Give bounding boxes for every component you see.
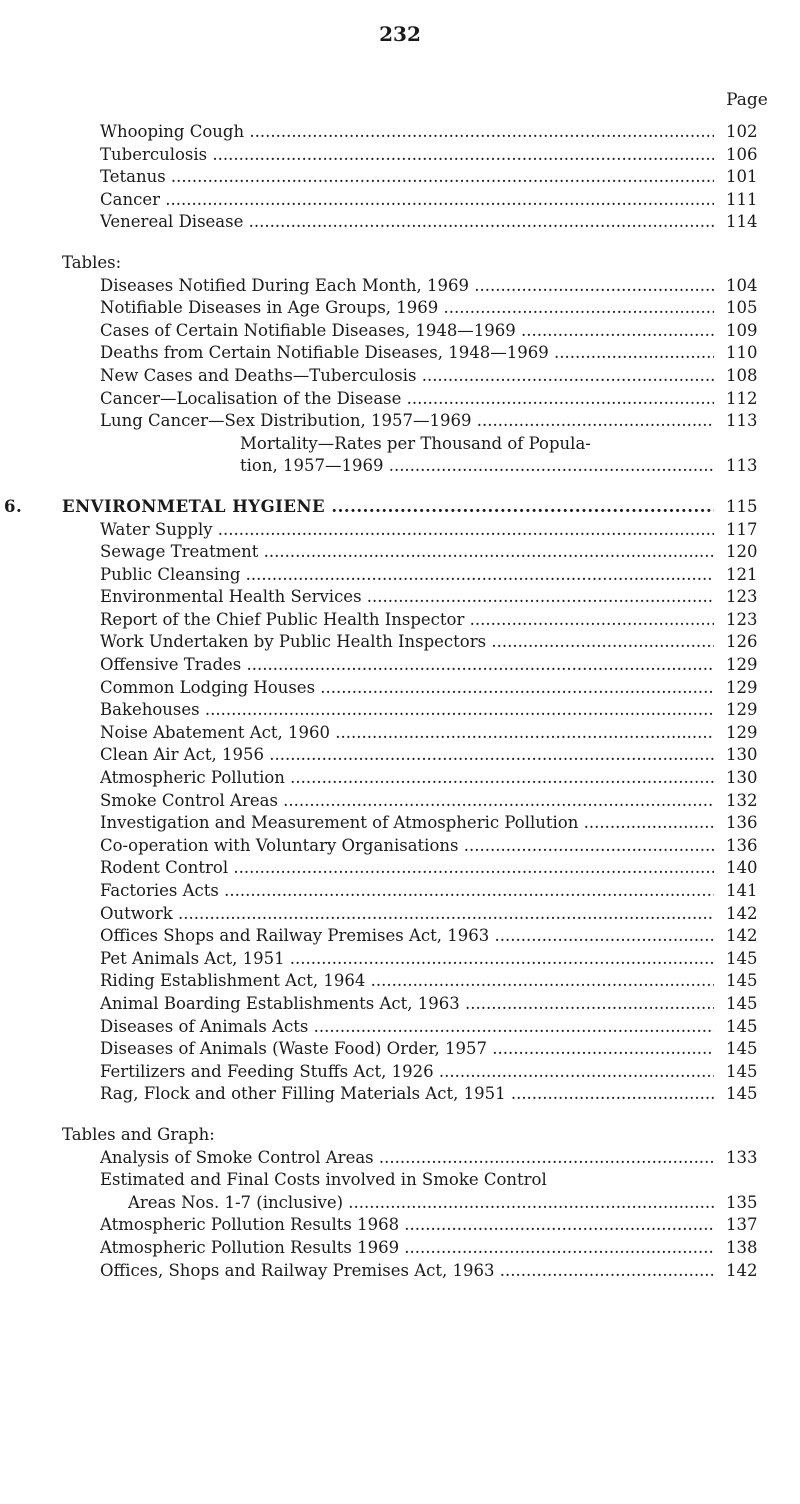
toc-entry	[0, 276, 800, 299]
toc-entry-title: Report of the Chief Public Health Inspector .....	[100, 610, 714, 629]
toc-entry-title: Atmospheric Pollution Results 1969 .....	[100, 1238, 714, 1257]
toc-entry-title: Smoke Control Areas .....	[100, 791, 714, 810]
toc-entry-page: 141	[720, 881, 786, 900]
toc-entry-page: 145	[720, 1017, 786, 1036]
toc-entry-title: Offices, Shops and Railway Premises Act, 1963 .....	[100, 1261, 714, 1280]
toc-entry	[0, 994, 800, 1017]
toc-entry-title: Common Lodging Houses .....	[100, 678, 714, 697]
toc-entry-title: Rag, Flock and other Filling Materials Act, 1951 .....	[100, 1084, 714, 1103]
toc-entry	[0, 122, 800, 145]
page-column-label: Page	[726, 90, 768, 110]
toc-entry-page: 145	[720, 994, 786, 1013]
section-title: ENVIRONMETAL HYGIENE	[62, 496, 326, 516]
toc-entry-page: 136	[720, 836, 786, 855]
toc-entry-page: 113	[720, 411, 786, 430]
toc-entry-page: 120	[720, 542, 786, 561]
toc-entry	[0, 1148, 800, 1171]
tables-heading-label: Tables:	[62, 252, 122, 272]
toc-entry	[0, 167, 800, 190]
toc-entry-page: 106	[720, 145, 786, 164]
toc-entry	[0, 389, 800, 412]
toc-entry	[0, 768, 800, 791]
toc-entry	[0, 678, 800, 701]
toc-entry	[0, 1261, 800, 1284]
toc-entry-title: Areas Nos. 1-7 (inclusive) .....	[128, 1193, 714, 1212]
toc-entry-page: 129	[720, 723, 786, 742]
toc-entry	[0, 881, 800, 904]
toc-entry	[0, 926, 800, 949]
toc-entry-title: Outwork .....	[100, 904, 714, 923]
toc-entry-page: 140	[720, 858, 786, 877]
toc-entry	[0, 343, 800, 366]
toc-entry-page: 138	[720, 1238, 786, 1257]
toc-entry-page: 102	[720, 122, 786, 141]
toc-entry-title: Cancer .....	[100, 190, 714, 209]
toc-entry-title: Work Undertaken by Public Health Inspectors .....	[100, 632, 714, 651]
toc-entry-page: 111	[720, 190, 786, 209]
tables-graph-heading	[0, 1125, 800, 1148]
toc-entry-page: 130	[720, 745, 786, 764]
toc-entry-title: Pet Animals Act, 1951 .....	[100, 949, 714, 968]
toc-entry	[0, 723, 800, 746]
section-page: 115	[720, 497, 786, 516]
toc-entry-page: 130	[720, 768, 786, 787]
toc-entry-title: Fertilizers and Feeding Stuffs Act, 1926 .....	[100, 1062, 714, 1081]
toc-entry-page: 142	[720, 1261, 786, 1280]
toc-entry-page: 142	[720, 926, 786, 945]
toc-entry-title: Offices Shops and Railway Premises Act, 1963 .....	[100, 926, 714, 945]
toc-entry	[0, 700, 800, 723]
toc-entry-title: Diseases of Animals Acts .....	[100, 1017, 714, 1036]
toc-entry	[0, 145, 800, 168]
toc-entry-title: Atmospheric Pollution .....	[100, 768, 714, 787]
toc-entry-page: 109	[720, 321, 786, 340]
toc-entry-title: Sewage Treatment .....	[100, 542, 714, 561]
toc-entry-title: tion, 1957—1969 .....	[240, 456, 714, 475]
toc-entry-page: 135	[720, 1193, 786, 1212]
toc-entry-page: 145	[720, 1084, 786, 1103]
toc-entry-page: 129	[720, 700, 786, 719]
toc-entry-page: 145	[720, 949, 786, 968]
toc-entry-title: Environmental Health Services .....	[100, 587, 714, 606]
toc-entry-title: Notifiable Diseases in Age Groups, 1969 .....	[100, 298, 714, 317]
tables-graph-heading-label: Tables and Graph:	[62, 1124, 215, 1144]
toc-entry	[0, 520, 800, 543]
toc-entry-title: Estimated and Final Costs involved in Smoke Control	[100, 1170, 547, 1190]
toc-entry-page: 145	[720, 971, 786, 990]
toc-entry	[0, 321, 800, 344]
tables-heading	[0, 253, 800, 276]
toc-entry-title: Factories Acts .....	[100, 881, 714, 900]
toc-entry-page: 121	[720, 565, 786, 584]
toc-entry	[0, 1238, 800, 1261]
toc-entry	[0, 632, 800, 655]
toc-entry-page: 117	[720, 520, 786, 539]
toc-entry-title: Diseases Notified During Each Month, 1969 .....	[100, 276, 714, 295]
toc-entry-title: Rodent Control .....	[100, 858, 714, 877]
toc-entry-page: 101	[720, 167, 786, 186]
toc-entry-title: Diseases of Animals (Waste Food) Order, 1957 .....	[100, 1039, 714, 1058]
toc-entry	[0, 1193, 800, 1216]
toc-entry-title: Bakehouses .....	[100, 700, 714, 719]
toc-entry-page: 133	[720, 1148, 786, 1167]
toc-entry-title: Tuberculosis .....	[100, 145, 714, 164]
toc-entry-page: 137	[720, 1215, 786, 1234]
toc-entry	[0, 971, 800, 994]
toc-entry-page: 105	[720, 298, 786, 317]
toc-entry-page: 145	[720, 1062, 786, 1081]
toc-entry	[0, 1039, 800, 1062]
toc-entry	[0, 298, 800, 321]
toc-entry-page: 112	[720, 389, 786, 408]
toc-entry	[0, 456, 800, 479]
toc-entry-title: Investigation and Measurement of Atmospheric Pollution .....	[100, 813, 714, 832]
toc-entry	[0, 587, 800, 610]
toc-entry	[0, 1170, 800, 1193]
toc-entry	[0, 1215, 800, 1238]
toc-entry	[0, 434, 800, 457]
toc-entry-title: Tetanus .....	[100, 167, 714, 186]
toc-entry-page: 136	[720, 813, 786, 832]
section-heading	[0, 497, 800, 520]
toc-entry	[0, 542, 800, 565]
toc-entry-page: 129	[720, 678, 786, 697]
toc-entry	[0, 904, 800, 927]
toc-entry-title: Atmospheric Pollution Results 1968 .....	[100, 1215, 714, 1234]
toc-entry-title: Clean Air Act, 1956 .....	[100, 745, 714, 764]
toc-entry	[0, 366, 800, 389]
toc-entry-page: 123	[720, 587, 786, 606]
toc-entry-page: 142	[720, 904, 786, 923]
toc-entry-page: 145	[720, 1039, 786, 1058]
toc-entry-title: Cancer—Localisation of the Disease .....	[100, 389, 714, 408]
toc-entry-title: Noise Abatement Act, 1960 .....	[100, 723, 714, 742]
page-number: 232	[379, 22, 421, 46]
section-number: 6.	[4, 496, 23, 516]
toc-entry-title: Water Supply .....	[100, 520, 714, 539]
toc-entry-title: Lung Cancer—Sex Distribution, 1957—1969 .....	[100, 411, 714, 430]
toc-entry-page: 113	[720, 456, 786, 475]
toc-entry-title: Cases of Certain Notifiable Diseases, 1948—1969 .....	[100, 321, 714, 340]
toc-entry-page: 129	[720, 655, 786, 674]
toc-entry	[0, 565, 800, 588]
toc-entry-page: 114	[720, 212, 786, 231]
toc-entry	[0, 836, 800, 859]
toc-entry	[0, 610, 800, 633]
toc-entry-page: 123	[720, 610, 786, 629]
toc-entry	[0, 949, 800, 972]
toc-entry-title: New Cases and Deaths—Tuberculosis .....	[100, 366, 714, 385]
toc-entry-page: 126	[720, 632, 786, 651]
toc-entry-title: Animal Boarding Establishments Act, 1963 .....	[100, 994, 714, 1013]
toc-entry	[0, 791, 800, 814]
toc-entry-title: Co-operation with Voluntary Organisations .....	[100, 836, 714, 855]
toc-entry-page: 132	[720, 791, 786, 810]
toc-entry-page: 104	[720, 276, 786, 295]
toc-entry-title: Riding Establishment Act, 1964 .....	[100, 971, 714, 990]
toc-entry	[0, 190, 800, 213]
toc-entry	[0, 858, 800, 881]
toc-entry-title: Analysis of Smoke Control Areas .....	[100, 1148, 714, 1167]
toc-entry-title: Mortality—Rates per Thousand of Popula-	[240, 433, 591, 453]
toc-entry	[0, 813, 800, 836]
toc-entry-title: Whooping Cough .....	[100, 122, 714, 141]
toc-entry	[0, 212, 800, 235]
table-of-contents	[0, 122, 800, 1283]
toc-entry-page: 108	[720, 366, 786, 385]
toc-entry	[0, 745, 800, 768]
toc-entry-title: Offensive Trades .....	[100, 655, 714, 674]
toc-entry	[0, 1084, 800, 1107]
toc-entry	[0, 1062, 800, 1085]
toc-entry	[0, 1017, 800, 1040]
toc-entry-page: 110	[720, 343, 786, 362]
toc-entry-title: Venereal Disease .....	[100, 212, 714, 231]
toc-entry-title: Public Cleansing .....	[100, 565, 714, 584]
toc-entry-title: Deaths from Certain Notifiable Diseases, 1948—1969 .....	[100, 343, 714, 362]
toc-entry	[0, 655, 800, 678]
toc-entry	[0, 411, 800, 434]
